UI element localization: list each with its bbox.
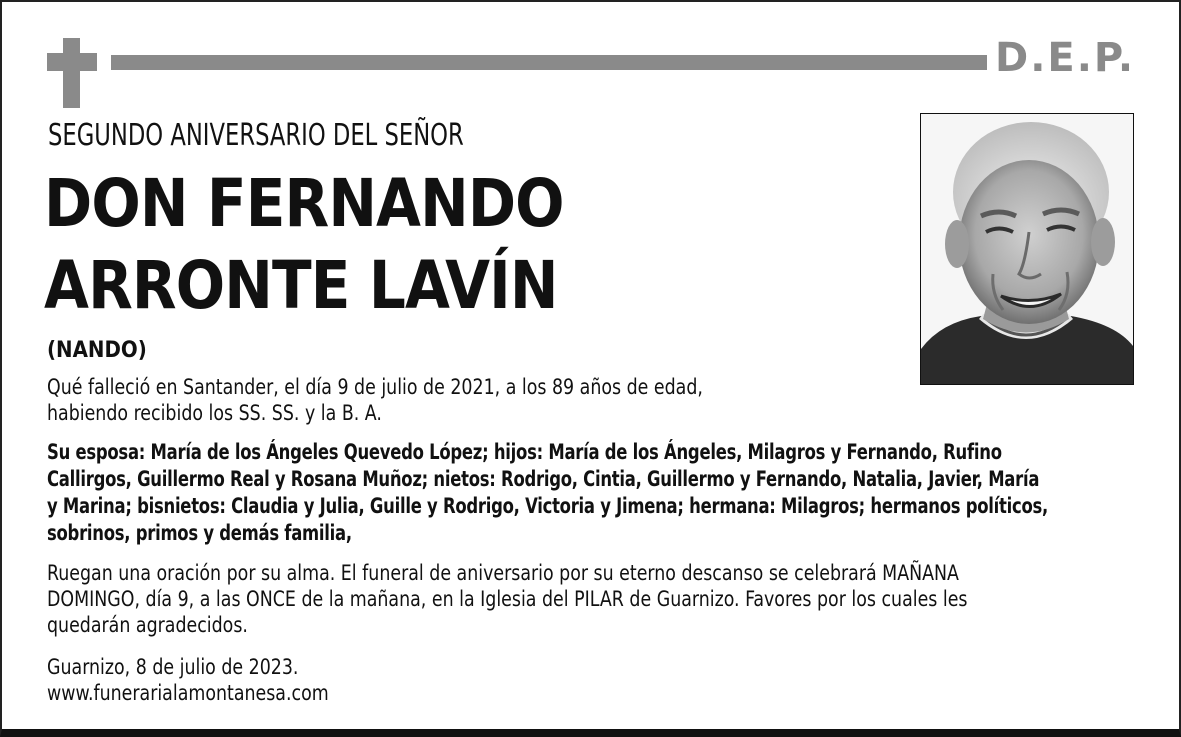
death-notice <box>47 375 703 427</box>
dep-label: D.E.P. <box>995 35 1136 81</box>
cross-icon-vertical <box>63 38 80 108</box>
funeral-line: Ruegan una oración por su alma. El funeral de aniversario por su eterno descanso se celebrará MAÑANA <box>47 561 959 586</box>
website-link[interactable]: www.funerarialamontanesa.com <box>47 681 329 706</box>
funeral-line: DOMINGO, día 9, a las ONCE de la mañana, en la Iglesia del PILAR de Guarnizo. Favores por los cuales les <box>47 587 968 612</box>
family-line: y Marina; bisnietos: Claudia y Julia, Guille y Rodrigo, Victoria y Jimena; hermana: Milagros; hermanos políticos, <box>47 494 1049 518</box>
cross-icon-horizontal <box>47 53 97 71</box>
nickname: (NANDO) <box>47 338 147 363</box>
deceased-name-line1: DON FERNANDO <box>44 165 564 242</box>
portrait-image <box>921 114 1133 384</box>
portrait-photo <box>920 113 1134 385</box>
footer <box>47 655 329 707</box>
funeral-notice <box>47 561 968 639</box>
funeral-line: quedarán agradecidos. <box>47 613 248 638</box>
header-rule <box>111 55 987 70</box>
place-date: Guarnizo, 8 de julio de 2023. <box>47 655 299 680</box>
family-line: Callirgos, Guillermo Real y Rosana Muñoz; nietos: Rodrigo, Cintia, Guillermo y Fernando, Natalia, Javier, María <box>47 467 1040 491</box>
anniversary-subtitle: SEGUNDO ANIVERSARIO DEL SEÑOR <box>48 118 464 153</box>
deceased-name-line2: ARRONTE LAVÍN <box>44 247 558 324</box>
family-line: sobrinos, primos y demás familia, <box>47 521 352 545</box>
death-notice-line: habiendo recibido los SS. SS. y la B. A. <box>47 401 382 426</box>
family-line: Su esposa: María de los Ángeles Quevedo López; hijos: María de los Ángeles, Milagros y Fernando, Rufino <box>47 440 1002 464</box>
death-notice-line: Qué falleció en Santander, el día 9 de julio de 2021, a los 89 años de edad, <box>47 375 703 400</box>
family-list <box>47 439 1048 547</box>
